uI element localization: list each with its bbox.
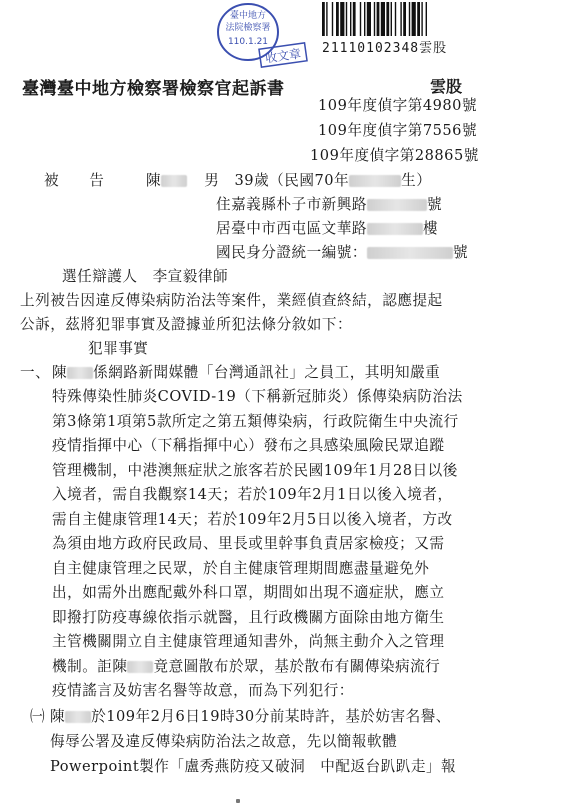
paragraph-line: 侮辱公署及違反傳染病防治法之故意，先以簡報軟體: [50, 733, 398, 750]
redacted-id: [367, 247, 453, 259]
residence-line: [216, 222, 438, 237]
paragraph-line: 第3條第1項第5款所定之第五類傳染病，行政院衛生中央流行: [52, 412, 459, 430]
paragraph-line: 入境者，需自我觀察14天；若於109年2月1日以後入境者，: [52, 486, 453, 503]
intro-text: 公訴，茲將犯罪事實及證據並所犯法條分敘如下：: [20, 316, 353, 333]
redacted-name: [127, 661, 153, 673]
barcode-bar: [336, 2, 339, 36]
redacted-name: [161, 175, 187, 187]
defendant-birth-suffix: 生）: [401, 172, 432, 189]
paragraph-line: [50, 710, 451, 725]
barcode-bar: [350, 2, 351, 36]
case-number: 109年度偵字第28865號: [310, 147, 479, 164]
barcode-bar: [391, 2, 392, 36]
defendant-age: 39歲: [234, 172, 270, 189]
barcode-bar: [360, 2, 361, 36]
stamp-label-text: 收文章: [264, 46, 302, 66]
paragraph-line: 需自主健康管理14天；若於109年2月5日以後入境者，方改: [52, 510, 453, 528]
paragraph-text: 於109年2月6日19時30分前某時許，基於妨害名譽、: [91, 708, 451, 725]
paragraph-text: 機制。詎陳: [52, 658, 128, 675]
paragraph-line: 疫情謠言及妨害名譽等故意，而為下列犯行：: [52, 682, 354, 699]
subparagraph-number: ㈠: [30, 708, 46, 725]
paragraph-line: 疫情指揮中心（下稱指揮中心）發布之具感染風險民眾追蹤: [52, 437, 445, 454]
id-line: [216, 246, 468, 261]
paragraph-line: [52, 366, 440, 381]
redacted-address: [367, 223, 423, 235]
defendant-surname: 陳: [146, 172, 162, 189]
section-heading: 犯罪事實: [88, 340, 149, 357]
paragraph-line: [52, 660, 440, 675]
barcode-bar: [322, 2, 325, 36]
paragraph-text: 竟意圖散布於眾，基於散布有關傳染病流行: [153, 658, 441, 675]
barcode-bar: [332, 2, 333, 36]
defense-lawyer: 選任辯護人 李宣毅律師: [62, 268, 229, 285]
barcode-bar: [400, 2, 401, 36]
paragraph-line: Powerpoint製作「盧秀燕防疫又破洞 中配返台趴趴走」報: [50, 758, 457, 775]
receipt-stamp: [204, 2, 310, 68]
paragraph-text: 陳: [52, 364, 68, 381]
id-suffix: 號: [452, 244, 469, 261]
barcode-bar: [409, 2, 410, 36]
barcode-bar: [340, 2, 344, 36]
paragraph-line: 自主健康管理之民眾，於自主健康管理期間應盡量避免外: [52, 559, 430, 577]
defendant-sex: 男: [204, 172, 220, 189]
barcode-bar: [421, 2, 422, 36]
paragraph-line: 管理機制，中港澳無症狀之旅客若於民國109年1月28日以後: [52, 461, 458, 479]
address-line: [216, 198, 442, 213]
barcode-bar: [326, 2, 327, 36]
address-1-prefix: 住嘉義縣朴子市新興路: [216, 196, 367, 213]
barcode: [322, 2, 510, 36]
barcode-bar: [395, 2, 396, 36]
address-2-suffix: 樓: [422, 220, 439, 237]
address-1-suffix: 號: [426, 196, 443, 213]
stamp-mid-text: 法院檢察署: [225, 23, 271, 33]
paragraph-line: 為須由地方政府民政局、里長或里幹事負責居家檢疫；又需: [52, 535, 445, 552]
barcode-bar: [346, 2, 347, 36]
case-number: 109年度偵字第7556號: [318, 122, 478, 139]
address-2-prefix: 居臺中市西屯區文華路: [216, 220, 367, 237]
paragraph-line: 主管機關開立自主健康管理通知書外，尚無主動介入之管理: [52, 633, 445, 650]
barcode-bar: [374, 2, 375, 36]
redacted-birth: [349, 175, 401, 187]
barcode-bar: [381, 2, 385, 36]
redacted-name: [65, 711, 91, 723]
paragraph-text: 陳: [50, 708, 66, 725]
id-prefix: 國民身分證統一編號：: [216, 244, 367, 261]
case-number: 109年度偵字第4980號: [318, 97, 478, 114]
barcode-bar: [412, 2, 416, 36]
barcode-bar: [377, 2, 380, 36]
barcode-number: 21110102348雲股: [322, 41, 448, 56]
document-title: 臺灣臺中地方檢察署檢察官起訴書: [22, 79, 285, 99]
barcode-bar: [403, 2, 406, 36]
barcode-bar: [353, 2, 356, 36]
paragraph-text: 係網路新聞媒體「台灣通訊社」之員工，其明知嚴重: [93, 364, 441, 381]
stamp-date-text: 110.1.21: [227, 37, 269, 47]
defendant-line: [146, 174, 431, 189]
paragraph-line: 特殊傳染性肺炎COVID-19（下稱新冠肺炎）係傳染病防治法: [52, 388, 463, 405]
paragraph-number: 一、: [20, 364, 51, 381]
barcode-bar: [367, 2, 371, 36]
redacted-name: [67, 367, 93, 379]
stamp-top-text: 臺中地方: [229, 11, 267, 21]
barcode-bar: [386, 2, 389, 36]
department-label: 雲股: [430, 77, 463, 96]
barcode-bar: [426, 2, 427, 36]
defendant-birth-prefix: （民國70年: [269, 172, 350, 189]
paragraph-line: 出，如需外出應配戴外科口罩，期間如出現不適症狀，應立: [52, 584, 445, 601]
paragraph-line: 即撥打防疫專線依指示就醫，且行政機關方面除由地方衛生: [52, 608, 445, 626]
redacted-address: [367, 199, 427, 211]
defendant-role: 被 告: [44, 172, 105, 189]
intro-text: 上列被告因違反傳染病防治法等案件，業經偵查終結，認應提起: [20, 292, 443, 309]
barcode-bar: [364, 2, 365, 36]
barcode-bar: [417, 2, 420, 36]
page-mark: [236, 799, 240, 803]
